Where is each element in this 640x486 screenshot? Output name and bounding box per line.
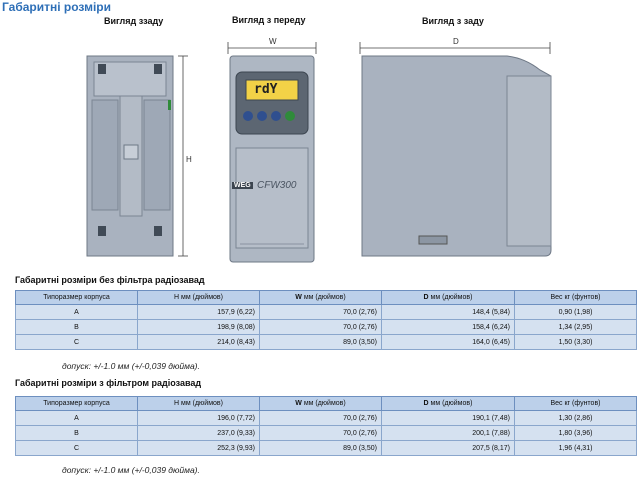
cell-width: 70,0 (2,76) [260,426,382,441]
cell-width: 89,0 (3,50) [260,335,382,350]
height-dimension-label: H [186,155,192,164]
table-with-filter [15,396,637,456]
cell-frame: A [16,305,138,320]
col-height: Н мм (дюймов) [138,291,260,305]
cell-height: 196,0 (7,72) [138,411,260,426]
cell-width: 70,0 (2,76) [260,411,382,426]
cell-frame: C [16,335,138,350]
cell-weight: 0,90 (1,98) [515,305,637,320]
col-frame: Типоразмер корпуса [16,397,138,411]
cell-height: 237,0 (9,33) [138,426,260,441]
cell-height: 198,9 (8,08) [138,320,260,335]
col-depth-letter: D [423,400,429,407]
model-logo: CFW300 [257,180,297,191]
brand-logo: WEG [234,182,251,189]
side-view-drawing [355,36,560,261]
cell-depth: 164,0 (6,45) [382,335,515,350]
cell-depth: 200,1 (7,88) [382,426,515,441]
table-row [16,426,637,441]
table-without-filter-heading: Габаритні розміри без фільтра радіозавад [15,275,205,285]
table-row [16,320,637,335]
side-view-label: Вигляд з заду [422,16,484,26]
cell-weight: 1,34 (2,95) [515,320,637,335]
cell-weight: 1,96 (4,31) [515,441,637,456]
rear-view-drawing [80,40,195,265]
cell-depth: 207,5 (8,17) [382,441,515,456]
col-depth-unit: мм (дюймов) [428,294,473,301]
col-weight: Вес кг (фунтов) [515,291,637,305]
col-depth [382,397,515,411]
table-header-row [16,291,637,305]
cell-frame: B [16,320,138,335]
cell-width: 70,0 (2,76) [260,305,382,320]
down-button [271,111,281,121]
table-header-row [16,397,637,411]
cell-height: 157,9 (6,22) [138,305,260,320]
tolerance-note: допуск: +/-1.0 мм (+/-0,039 дюйма). [62,361,200,371]
param-button [243,111,253,121]
width-dimension-label: W [269,37,277,46]
cell-width: 70,0 (2,76) [260,320,382,335]
cell-frame: B [16,426,138,441]
cell-weight: 1,80 (3,96) [515,426,637,441]
cell-height: 214,0 (8,43) [138,335,260,350]
up-button [257,111,267,121]
cell-depth: 158,4 (6,24) [382,320,515,335]
run-button [285,111,295,121]
page-title: Габаритні розміри [2,0,111,14]
table-row [16,411,637,426]
cell-frame: C [16,441,138,456]
cell-frame: A [16,411,138,426]
rear-view-label: Вигляд ззаду [104,16,164,26]
col-width-letter: W [295,294,302,301]
table-with-filter-heading: Габаритні розміри з фільтром радіозавад [15,378,202,388]
cell-depth: 148,4 (5,84) [382,305,515,320]
depth-dimension-label: D [453,37,459,46]
col-width-letter: W [295,400,302,407]
col-width-unit: мм (дюймов) [301,400,346,407]
display-readout: rdY [254,82,278,97]
col-weight: Вес кг (фунтов) [515,397,637,411]
front-view-drawing [222,36,322,268]
cell-width: 89,0 (3,50) [260,441,382,456]
table-row [16,335,637,350]
table-without-filter [15,290,637,350]
cell-weight: 1,50 (3,30) [515,335,637,350]
table-row [16,305,637,320]
table-row [16,441,637,456]
col-depth-unit: мм (дюймов) [428,400,473,407]
col-depth-letter: D [423,294,429,301]
col-width [260,397,382,411]
tolerance-note: допуск: +/-1.0 мм (+/-0,039 дюйма). [62,465,200,475]
cell-weight: 1,30 (2,86) [515,411,637,426]
col-height: Н мм (дюймов) [138,397,260,411]
cell-height: 252,3 (9,93) [138,441,260,456]
col-width-unit: мм (дюймов) [301,294,346,301]
col-width [260,291,382,305]
front-view-label: Вигляд з переду [232,15,306,25]
cell-depth: 190,1 (7,48) [382,411,515,426]
col-frame: Типоразмер корпуса [16,291,138,305]
col-depth [382,291,515,305]
